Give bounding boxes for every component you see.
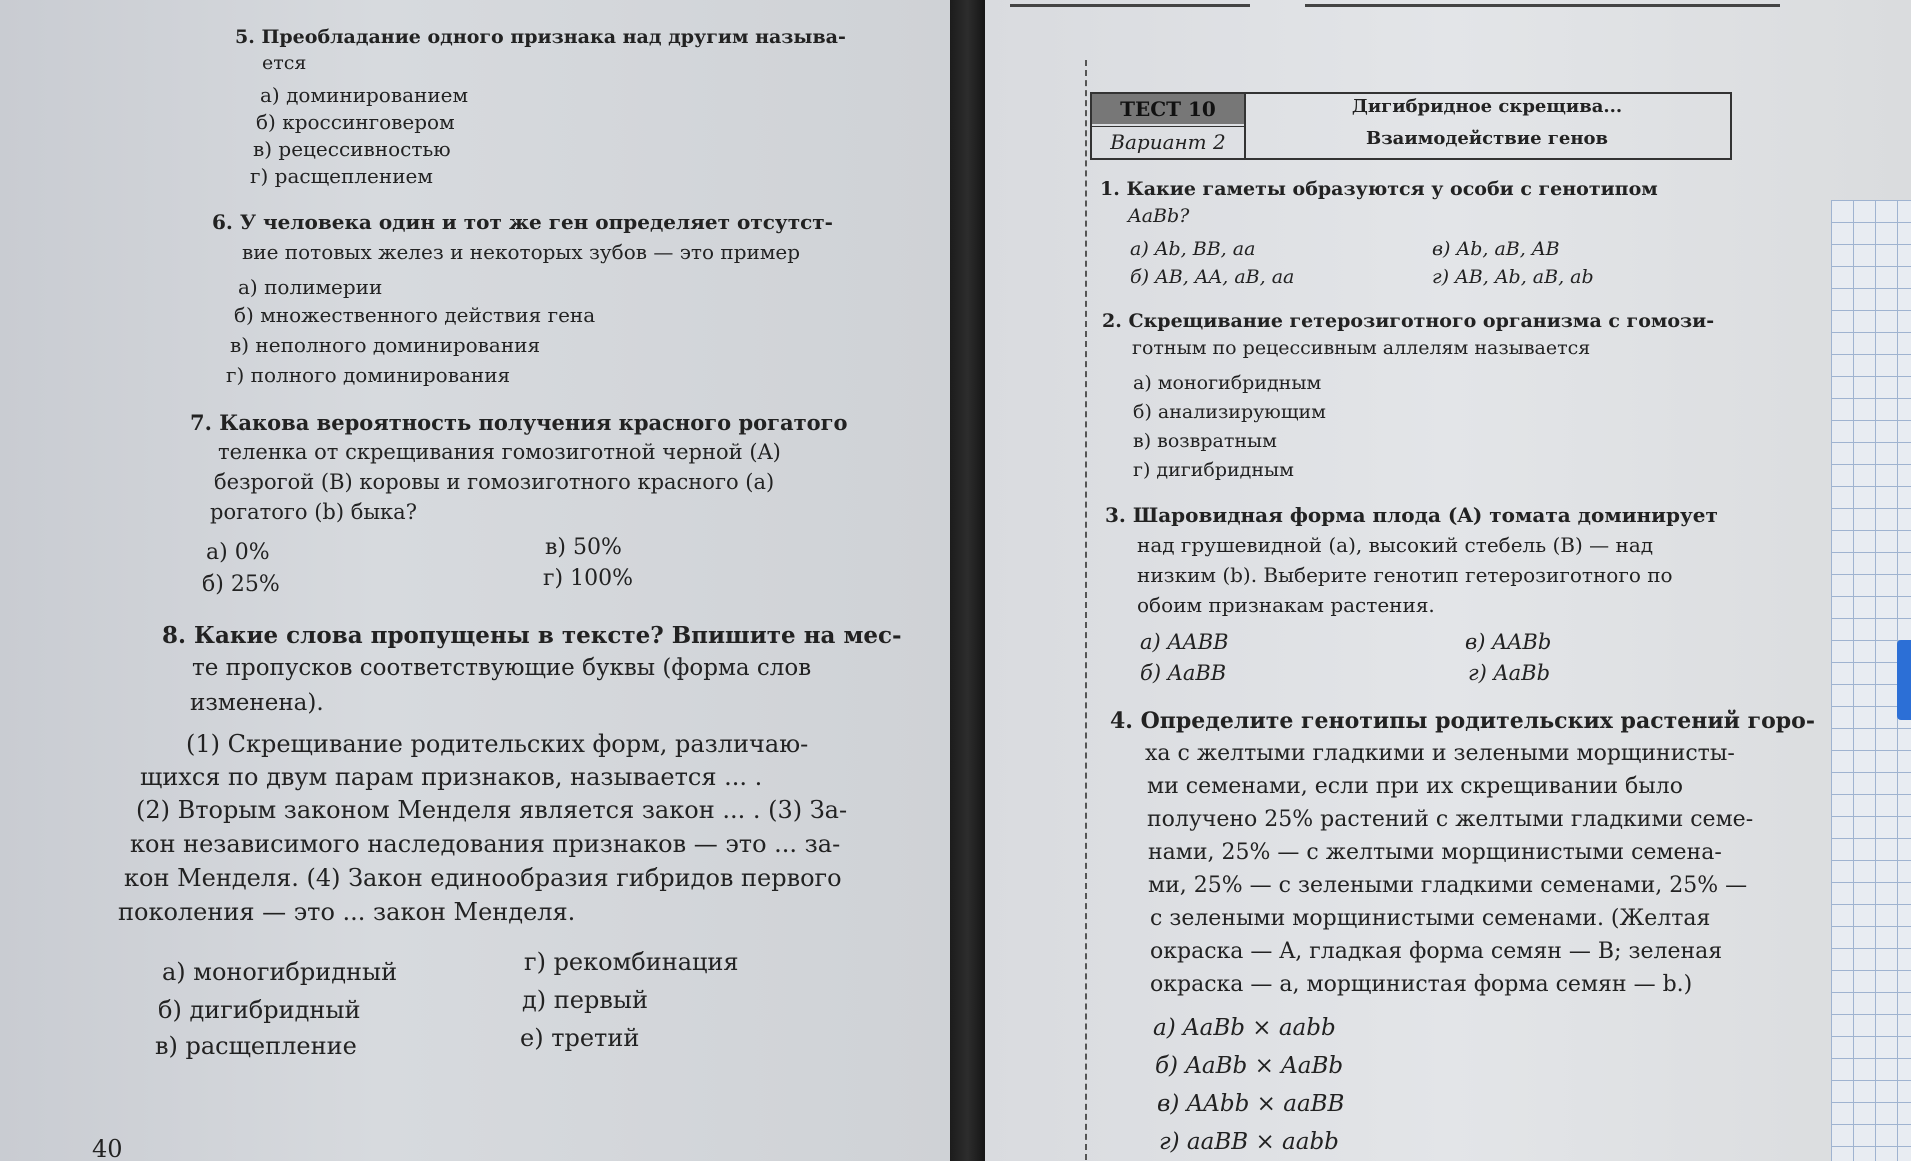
- q5-option-c: в) рецессивностью: [253, 137, 451, 161]
- r-q4-option-a: а) AaBb × aabb: [1153, 1015, 1336, 1041]
- r-q4-line7: с зелеными морщинистыми семенами. (Желтая: [1150, 906, 1711, 931]
- r-q1-option-c: в) Ab, aB, AB: [1432, 238, 1560, 260]
- r-q2-option-a: а) моногибридным: [1133, 372, 1322, 394]
- q7-line3: безрогой (B) коровы и гомозиготного красного (a): [214, 470, 775, 494]
- r-q2-line1: 2. Скрещивание гетерозиготного организма с гомози-: [1102, 310, 1715, 332]
- r-q2-option-b: б) анализирующим: [1133, 401, 1326, 423]
- q6-line1: 6. У человека один и тот же ген определяет отсутст-: [212, 210, 833, 234]
- left-page: [0, 0, 950, 1161]
- test-header-divider: [1244, 94, 1246, 158]
- r-q2-line2: готным по рецессивным аллелям называется: [1132, 337, 1591, 359]
- q8-option-f: е) третий: [520, 1024, 640, 1052]
- r-q3-line1: 3. Шаровидная форма плода (A) томата доминирует: [1105, 503, 1718, 527]
- q8-text-5: кон Менделя. (4) Закон единообразия гибридов первого: [124, 864, 842, 892]
- r-q3-option-c: в) AABb: [1465, 630, 1552, 654]
- q8-option-d: г) рекомбинация: [524, 948, 739, 976]
- q8-line3: изменена).: [190, 690, 324, 716]
- r-q4-line8: окраска — A, гладкая форма семян — B; зеленая: [1150, 939, 1723, 964]
- q7-line2: теленка от скрещивания гомозиготной черной (A): [218, 440, 781, 464]
- book-spine: [950, 0, 985, 1161]
- q8-text-3: (2) Вторым законом Менделя является закон ... . (3) За-: [136, 796, 848, 824]
- q8-option-b: б) дигибридный: [158, 996, 361, 1024]
- r-q4-option-b: б) AaBb × AaBb: [1155, 1053, 1344, 1079]
- r-q4-option-d: г) aaBB × aabb: [1159, 1129, 1339, 1155]
- q8-option-e: д) первый: [522, 986, 648, 1014]
- r-q4-line6: ми, 25% — с зелеными гладкими семенами, 25% —: [1148, 873, 1748, 898]
- q8-line2: те пропусков соответствующие буквы (форма слов: [192, 655, 812, 681]
- r-q3-option-a: а) AABB: [1140, 630, 1229, 654]
- r-q1-line1: 1. Какие гаметы образуются у особи с генотипом: [1100, 178, 1658, 200]
- r-q4-line1: 4. Определите генотипы родительских растений горо-: [1110, 708, 1815, 734]
- q7-option-b: б) 25%: [202, 572, 280, 597]
- r-q1-option-b: б) AB, AA, aB, aa: [1130, 266, 1295, 288]
- r-q1-option-a: а) Ab, BB, aa: [1130, 238, 1256, 260]
- top-rule-1: [1010, 4, 1250, 7]
- test-label: ТЕСТ 10: [1092, 94, 1244, 124]
- r-q4-line5: нами, 25% — с желтыми морщинистыми семена-: [1148, 840, 1722, 865]
- r-q4-line3: ми семенами, если при их скрещивании было: [1147, 774, 1683, 799]
- r-q1-option-d: г) AB, Ab, aB, ab: [1432, 266, 1594, 288]
- q7-option-a: а) 0%: [206, 540, 270, 565]
- q8-line1: 8. Какие слова пропущены в тексте? Впишите на мес-: [162, 622, 902, 649]
- r-q4-line2: ха с желтыми гладкими и зелеными морщинисты-: [1145, 741, 1735, 766]
- q5-line2: ется: [262, 52, 307, 74]
- test-title-1: Дигибридное скрещива...: [1351, 96, 1623, 117]
- q6-option-b: б) множественного действия гена: [234, 303, 596, 327]
- r-q4-line9: окраска — a, морщинистая форма семян — b.): [1150, 972, 1693, 997]
- q6-option-d: г) полного доминирования: [226, 363, 511, 387]
- r-q3-line2: над грушевидной (a), высокий стебель (B) — над: [1137, 533, 1654, 557]
- q7-option-c: в) 50%: [545, 535, 622, 560]
- page-cut-line: [1085, 60, 1087, 1160]
- r-q4-option-c: в) AAbb × aaBB: [1157, 1091, 1345, 1117]
- q8-text-6: поколения — это ... закон Менделя.: [118, 898, 576, 926]
- q7-line4: рогатого (b) быка?: [210, 500, 417, 524]
- r-q2-option-c: в) возвратным: [1133, 430, 1277, 452]
- q5-line1: 5. Преобладание одного признака над другим называ-: [235, 26, 846, 48]
- r-q4-line4: получено 25% растений с желтыми гладкими семе-: [1147, 807, 1754, 832]
- q8-text-2: щихся по двум парам признаков, называется ... .: [140, 763, 763, 791]
- q8-text-1: (1) Скрещивание родительских форм, различаю-: [186, 730, 809, 758]
- q6-option-a: а) полимерии: [238, 275, 383, 299]
- page-number: 40: [92, 1135, 123, 1161]
- q6-option-c: в) неполного доминирования: [230, 333, 541, 357]
- q7-line1: 7. Какова вероятность получения красного рогатого: [190, 410, 848, 435]
- q5-option-a: а) доминированием: [260, 83, 469, 107]
- q8-text-4: кон независимого наследования признаков — это ... за-: [130, 830, 841, 858]
- r-q3-option-d: г) AaBb: [1468, 661, 1551, 685]
- q5-option-d: г) расщеплением: [250, 164, 433, 188]
- q8-option-a: а) моногибридный: [162, 958, 398, 986]
- q6-line2: вие потовых желез и некоторых зубов — это пример: [242, 240, 801, 264]
- r-q3-line3: низким (b). Выберите генотип гетерозиготного по: [1137, 563, 1673, 587]
- r-q2-option-d: г) дигибридным: [1133, 459, 1294, 481]
- q8-option-c: в) расщепление: [155, 1032, 357, 1060]
- r-q3-line4: обоим признакам растения.: [1137, 593, 1435, 617]
- test-title-2: Взаимодействие генов: [1365, 128, 1608, 149]
- q5-option-b: б) кроссинговером: [256, 110, 455, 134]
- r-q3-option-b: б) AaBB: [1140, 661, 1227, 685]
- q7-option-d: г) 100%: [543, 566, 633, 591]
- test-variant: Вариант 2: [1092, 126, 1244, 157]
- top-rule-2: [1305, 4, 1780, 7]
- blue-pen: [1897, 640, 1911, 720]
- test-header-box: [1090, 92, 1732, 160]
- r-q1-line2: AaBb?: [1128, 205, 1190, 227]
